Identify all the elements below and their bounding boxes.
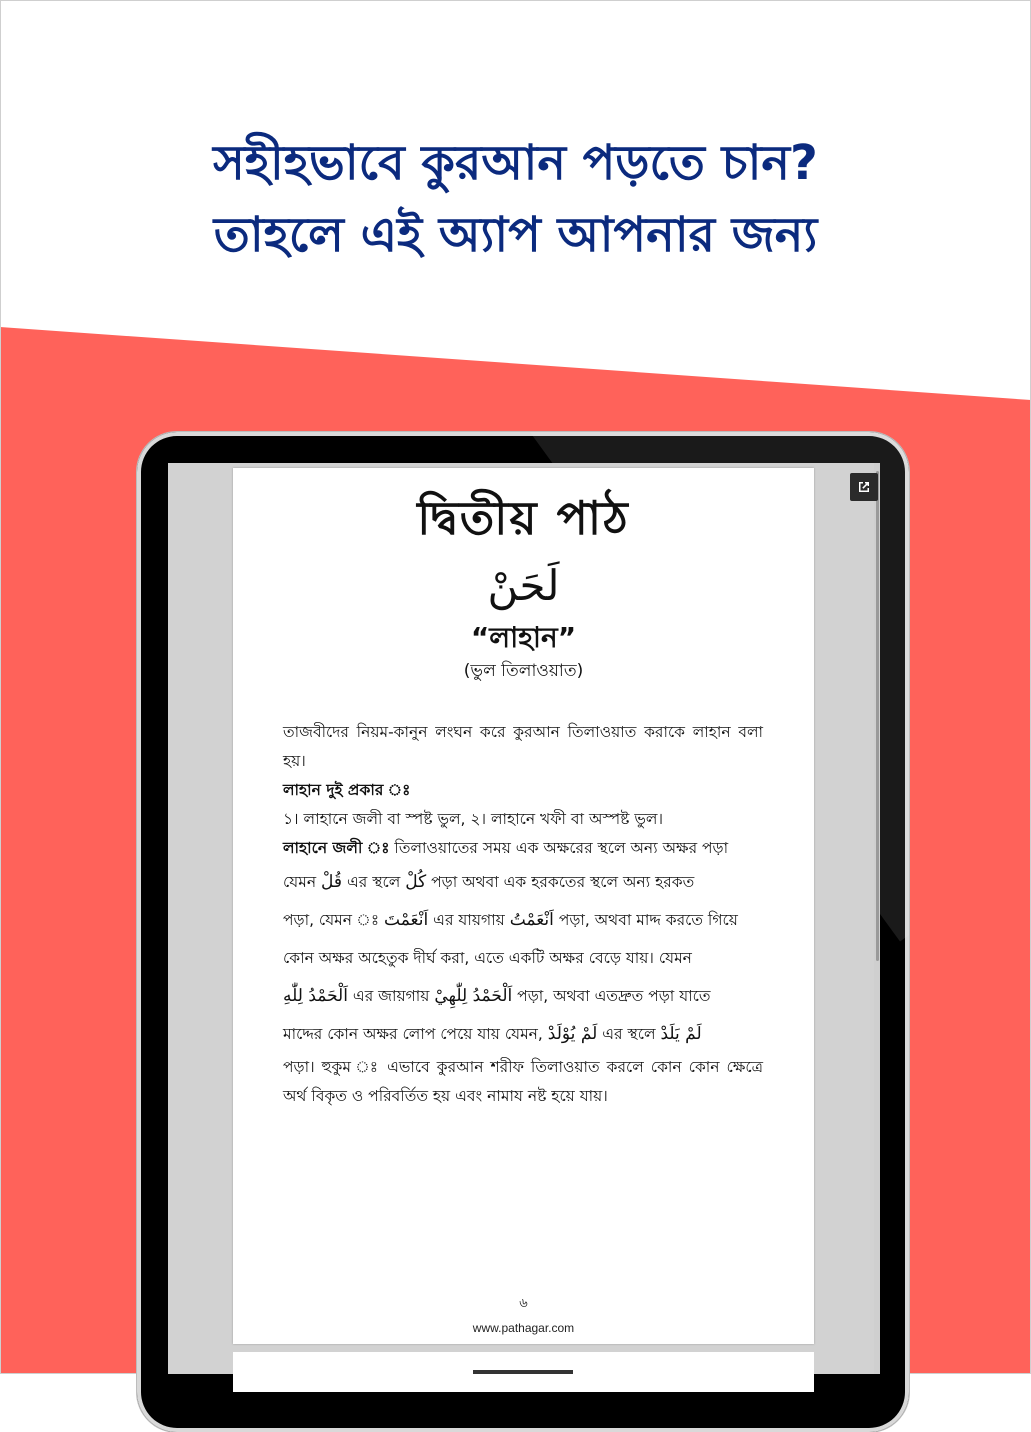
text-seg: পড়া, অথবা এতদ্রুত পড়া যাতে (517, 987, 711, 1005)
paragraph-types-list (283, 805, 763, 834)
headline-line-2: তাহলে এই অ্যাপ আপনার জন্য (213, 207, 818, 263)
arabic-word: اَنْعَمْتُ (509, 910, 554, 930)
arabic-word: لَمْ يُوْلَدْ (547, 1024, 598, 1044)
text-seg: পড়া, যেমন ঃ (283, 911, 380, 929)
next-page-rule (473, 1370, 573, 1374)
document-page (233, 468, 814, 1344)
line-ruling (283, 1053, 763, 1111)
types-heading: লাহান দুই প্রকার ঃ (283, 781, 411, 799)
scrollbar-thumb[interactable] (876, 471, 879, 961)
text-seg: পড়া অথবা এক হরকতের স্থলে অন্য হরকত (431, 873, 695, 891)
arabic-word: كُلْ (405, 872, 427, 892)
lahane-jali-lead: লাহানে জলী ঃ (283, 839, 390, 857)
website-url: www.pathagar.com (472, 1321, 575, 1335)
vertical-scrollbar[interactable] (874, 463, 880, 1374)
next-page-preview (233, 1352, 814, 1392)
lesson-body (283, 718, 763, 1111)
text-seg: এর যায়গায় (433, 911, 505, 929)
arabic-word: قُلْ (321, 872, 343, 892)
lesson-title: দ্বিতীয় পাঠ (417, 491, 630, 545)
line-example-5 (283, 1015, 763, 1053)
text-seg: মাদ্দের কোন অক্ষর লোপ পেয়ে যায় যেমন, (283, 1025, 543, 1043)
arabic-word: لَمْ يَلَدْ (660, 1024, 702, 1044)
headline-line-1: সহীহভাবে কুরআন পড়তে চান? (213, 135, 818, 191)
text-seg: পড়া, অথবা মাদ্দ করতে গিয়ে (558, 911, 738, 929)
arabic-word: اَلْحَمْدُ لِلّٰهِ (283, 986, 348, 1006)
arabic-title: لَحَنْ (487, 561, 560, 610)
lahane-jali-text: তিলাওয়াতের সময় এক অক্ষরের স্থলে অন্য অক্ষর পড়া (394, 839, 729, 857)
open-in-new-icon (856, 479, 872, 495)
arabic-word: اَنْعَمْتَ (384, 910, 429, 930)
paragraph-definition (283, 718, 763, 776)
text-seg: পড়া। হুকুম ঃ এভাবে কুরআন শরীফ তিলাওয়াত করলে কোন কোন ক্ষেত্রে অর্থ বিকৃত ও পরিবর্তিত হয় এবং নামায নষ্ট হয়ে যায়। (283, 1058, 763, 1105)
paragraph-types-heading (283, 776, 763, 805)
paragraph-text: তাজবীদের নিয়ম-কানুন লংঘন করে কুরআন তিলাওয়াত করাকে লাহান বলা হয়। (283, 723, 763, 770)
term-title: “লাহান” (470, 621, 577, 654)
page-number: ৬ (519, 1296, 528, 1311)
text-seg: এর স্থলে (602, 1025, 656, 1043)
text-seg: এর স্থলে (346, 873, 401, 891)
text-seg: এর জায়গায় (352, 987, 430, 1005)
text-seg: যেমন (283, 873, 317, 891)
paragraph-lahane-jali (283, 834, 763, 863)
line-example-3 (283, 939, 763, 977)
arabic-word: اَلْحَمْدُ لِلّٰهِيْ (434, 986, 513, 1006)
text-seg: কোন অক্ষর অহেতুক দীর্ঘ করা, এতে একটি অক্ষর বেড়ে যায়। যেমন (283, 949, 692, 967)
line-example-1 (283, 863, 763, 901)
open-external-button[interactable] (850, 473, 878, 501)
line-example-2 (283, 901, 763, 939)
line-example-4 (283, 977, 763, 1015)
term-subtitle: (ভুল তিলাওয়াত) (463, 661, 584, 681)
types-list: ১। লাহানে জলী বা স্পষ্ট ভুল, ২। লাহানে খফী বা অস্পষ্ট ভুল। (283, 810, 664, 828)
